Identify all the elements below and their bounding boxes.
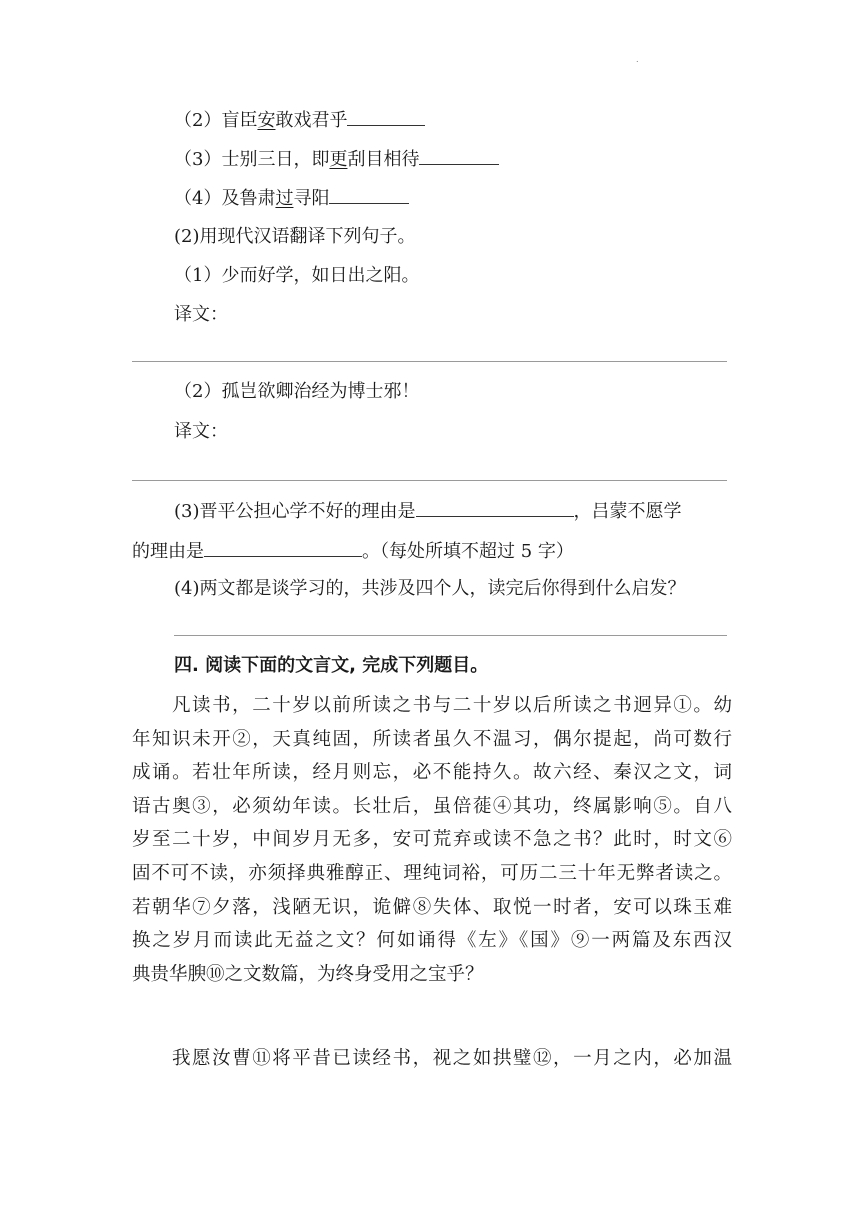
q1-item-3-post: 刮目相待	[347, 149, 420, 170]
q1-item-4-keyword: 过	[275, 188, 294, 209]
q2-answer-line-2[interactable]	[132, 480, 727, 481]
q3-line-1	[174, 497, 682, 523]
q1-item-2-pre: （2）盲臣	[174, 110, 258, 131]
q1-item-4-pre: （4）及鲁肃	[174, 188, 276, 209]
paragraph-1-line: 换之岁月而读此无益之文？何如诵得《左》《国》⑨一两篇及东西汉	[132, 930, 732, 952]
q1-item-4-post: 寻阳	[293, 188, 330, 209]
q4-prompt: (4)两文都是谈学习的，共涉及四个人，读完后你得到什么启发？	[174, 578, 686, 599]
q3-text-2: ，吕蒙不愿学	[573, 501, 682, 522]
q1-item-3	[174, 145, 499, 171]
paragraph-1-line: 语古奥③，必须幼年读。长壮后，虽倍蓰④其功，终属影响⑤。自八	[132, 795, 732, 817]
q3-blank-1[interactable]	[416, 497, 574, 517]
q2-translation-label-2: 译文：	[174, 421, 228, 442]
q4-answer-line[interactable]	[174, 635, 727, 636]
q3-text-3: 的理由是	[132, 541, 204, 562]
q1-item-2-keyword: 安	[257, 110, 276, 131]
q3-text-4: 。（每处所填不超过 5 字）	[362, 541, 574, 562]
paragraph-1-line: 年知识未开②，天真纯固，所读者虽久不温习，偶尔提起，尚可数行	[132, 728, 732, 750]
paragraph-1-line: 岁至二十岁，中间岁月无多，安可荒弃或读不急之书？此时，时文⑥	[132, 829, 732, 851]
q2-sentence-1: （1）少而好学，如日出之阳。	[174, 265, 420, 286]
q1-item-2-answer-blank[interactable]	[347, 106, 425, 126]
q3-text-1: (3)晋平公担心学不好的理由是	[174, 501, 416, 522]
q2-answer-line-1[interactable]	[132, 361, 727, 362]
q1-item-3-answer-blank[interactable]	[419, 145, 499, 165]
paragraph-1-line: 典贵华腴⑩之文数篇，为终身受用之宝乎？	[132, 963, 484, 985]
paragraph-1-line: 凡读书，二十岁以前所读之书与二十岁以后所读之书迥异①。幼	[172, 695, 732, 716]
paragraph-1-line: 固不可不读，亦须择典雅醇正、理纯词裕，可历二三十年无弊者读之。	[132, 862, 732, 884]
q3-blank-2[interactable]	[204, 537, 362, 557]
q1-item-4-answer-blank[interactable]	[329, 184, 409, 204]
section-4-paragraph-1	[132, 689, 732, 991]
q1-item-2-post: 敢戏君乎	[275, 110, 348, 131]
paragraph-2-line: 我愿汝曹⑪将平昔已读经书，视之如拱璧⑫，一月之内，必加温	[172, 1048, 732, 1069]
paragraph-1-line: 若朝华⑦夕落，浅陋无识，诡僻⑧失体、取悦一时者，安可以珠玉难	[132, 896, 732, 918]
q2-translation-label-1: 译文：	[174, 304, 228, 325]
q3-line-2	[132, 537, 574, 563]
section-4-title: 四. 阅读下面的文言文, 完成下列题目。	[174, 655, 489, 676]
q2-sentence-2: （2）孤岂欲卿治经为博士邪！	[174, 381, 420, 402]
q2-prompt: (2)用现代汉语翻译下列句子。	[174, 226, 416, 247]
q1-item-3-pre: （3）士别三日，即	[174, 149, 330, 170]
q1-item-2	[174, 106, 425, 132]
section-4-paragraph-2	[132, 1042, 732, 1076]
paragraph-1-line: 成诵。若壮年所读，经月则忘，必不能持久。故六经、秦汉之文，词	[132, 762, 732, 784]
q1-item-4	[174, 184, 409, 210]
corner-mark: .	[636, 55, 639, 64]
q1-item-3-keyword: 更	[329, 149, 348, 170]
